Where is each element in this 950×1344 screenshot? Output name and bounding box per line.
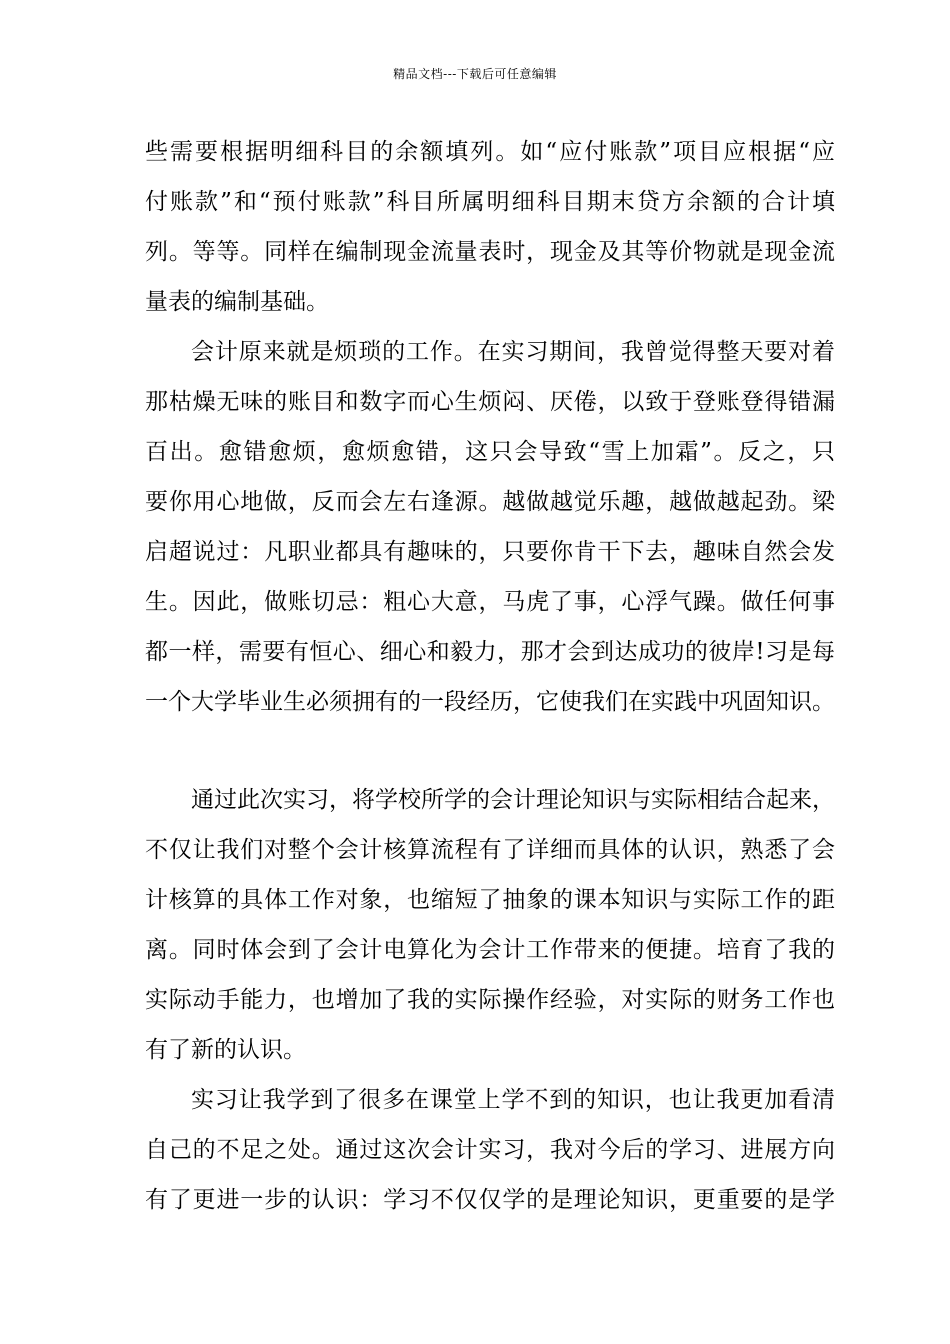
paragraph-3	[145, 775, 835, 1075]
text-line: 列。等等。同样在编制现金流量表时，现金及其等价物就是现金流	[145, 239, 835, 265]
text-line: 量表的编制基础。	[145, 289, 329, 315]
text-line: 生。因此，做账切忌：粗心大意，马虎了事，心浮气躁。做任何事	[145, 589, 835, 615]
text-line: 会计原来就是烦琐的工作。在实习期间，我曾觉得整天要对着	[191, 339, 835, 365]
text-line: 一个大学毕业生必须拥有的一段经历，它使我们在实践中巩固知识。	[145, 689, 835, 715]
text-line: 有了新的认识。	[145, 1037, 306, 1063]
text-line: 启超说过：凡职业都具有趣味的，只要你肯干下去，趣味自然会发	[145, 539, 835, 565]
text-line: 实习让我学到了很多在课堂上学不到的知识，也让我更加看清	[191, 1087, 835, 1113]
text-line: 付账款”和“预付账款”科目所属明细科目期末贷方余额的合计填	[145, 189, 835, 215]
text-line: 要你用心地做，反而会左右逢源。越做越觉乐趣，越做越起劲。梁	[145, 489, 835, 515]
text-line: 都一样，需要有恒心、细心和毅力，那才会到达成功的彼岸!习是每	[145, 639, 835, 665]
text-line: 不仅让我们对整个会计核算流程有了详细而具体的认识，熟悉了会	[145, 837, 835, 863]
text-line: 计核算的具体工作对象，也缩短了抽象的课本知识与实际工作的距	[145, 887, 835, 913]
paragraph-4	[145, 1075, 835, 1225]
text-line: 通过此次实习，将学校所学的会计理论知识与实际相结合起来，	[191, 787, 835, 813]
text-line: 自己的不足之处。通过这次会计实习，我对今后的学习、进展方向	[145, 1137, 835, 1163]
text-line: 百出。愈错愈烦，愈烦愈错，这只会导致“雪上加霜”。反之，只	[145, 439, 835, 465]
paragraph-2	[145, 327, 835, 727]
text-line: 有了更进一步的认识：学习不仅仅学的是理论知识，更重要的是学	[145, 1187, 835, 1213]
text-line: 那枯燥无味的账目和数字而心生烦闷、厌倦，以致于登账登得错漏	[145, 389, 835, 415]
paragraph-1	[145, 127, 835, 327]
text-line: 离。同时体会到了会计电算化为会计工作带来的便捷。培育了我的	[145, 937, 835, 963]
text-line: 些需要根据明细科目的余额填列。如“应付账款”项目应根据“应	[145, 139, 835, 165]
text-line: 实际动手能力，也增加了我的实际操作经验，对实际的财务工作也	[145, 987, 835, 1013]
page-header: 精品文档---下载后可任意编辑	[393, 67, 557, 81]
